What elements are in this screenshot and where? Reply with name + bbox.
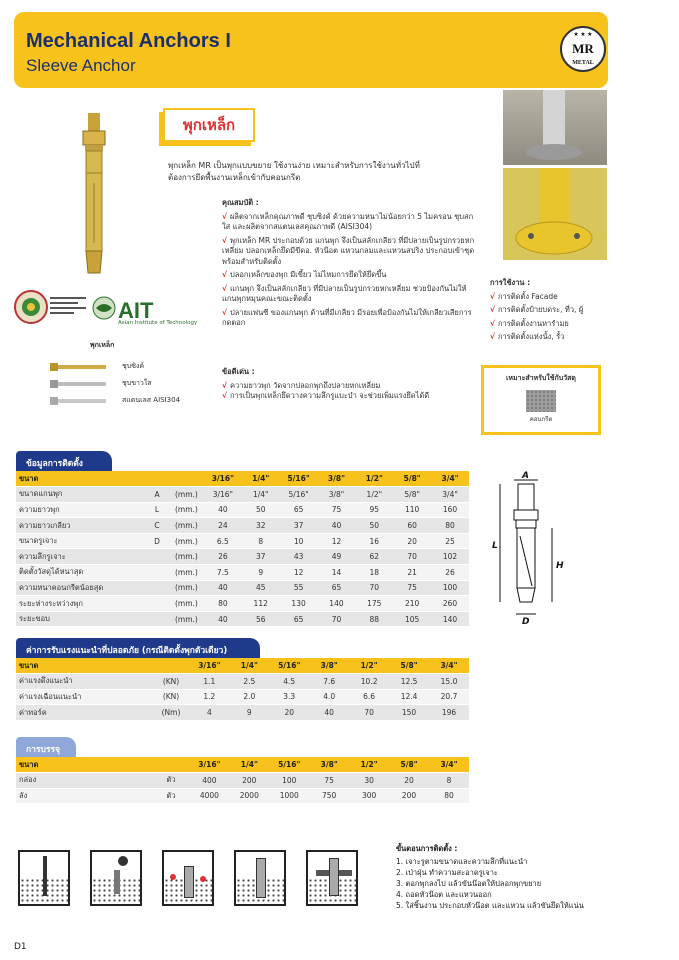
- table-row: ขนาดรูเจาะ D (mm.) 6.5 8 10 12 16 20 25: [16, 533, 469, 549]
- check-icon: √: [490, 332, 496, 341]
- finish-item-clear: ชุบขาวใส: [50, 378, 220, 389]
- clear-anchor-icon: [50, 379, 110, 389]
- table-row: ระยะขอบ (mm.) 40 56 65 70 88 105 140: [16, 611, 469, 627]
- stainless-anchor-icon: [50, 396, 110, 406]
- advantages-heading: ข้อดีเด่น :: [222, 367, 255, 376]
- finish-legend-heading: พุกเหล็ก: [90, 341, 115, 349]
- table-row: ความหนาคอนกรีตน้อยสุด (mm.) 40 45 55 65 70 75 100: [16, 580, 469, 596]
- feature-item: √ ปลอกเหล็กของพุก มีเขี้ยว ไม่ไหมการยึดให้ยึดขึ้น: [222, 270, 387, 279]
- check-icon: √: [490, 291, 496, 301]
- label-h: H: [556, 561, 564, 571]
- check-icon: √: [222, 270, 228, 279]
- step-item: 2. เป่าฝุ่น ทำความสะอาดรูเจาะ: [396, 868, 498, 877]
- installation-photo-bottom: [503, 168, 607, 260]
- install-data-table: [16, 471, 469, 627]
- feature-item: √ พุกเหล็ก MR ประกอบด้วย แกนพุก จึงเป็นสลักเกลียว ที่มีปลายเป็นรูปกรวยหกเหลี่ยม ปลอกเหล็กยึดมีขีดอ. หัวน๊อต แหวนกลมและแหวนสปริง ประกอบเข้าชุด พร้อมสำหรับติดตั้ง: [222, 235, 475, 266]
- steps-heading: ขั้นตอนการติดตั้ง :: [396, 844, 458, 853]
- step-item: 5. ใส่ชิ้นงาน ประกอบหัวน๊อต และแหวน แล้วขันยึดให้แน่น: [396, 901, 584, 910]
- features-heading: คุณสมบัติ :: [222, 198, 259, 207]
- pole-base-drawing: [503, 90, 607, 165]
- header-banner: [14, 12, 608, 88]
- advantages-block: [222, 367, 480, 402]
- suitable-material: คอนกรีต: [529, 416, 553, 423]
- use-item: √ การติดตั้ง Facade: [490, 291, 558, 301]
- description-line-1: พุกเหล็ก MR เป็นพุกแบบขยาย ใช้งานง่าย เหมาะสำหรับการใช้งานทั่วไปที่: [168, 161, 420, 170]
- table-header-row: ขนาด 3/16" 1/4" 5/16" 3/8" 1/2" 5/8" 3/4": [16, 757, 469, 773]
- check-icon: √: [222, 235, 228, 245]
- step-4-remove-nut-icon: [234, 850, 286, 906]
- load-data-heading: ค่าการรับแรงแนะนำที่ปลอดภัย (กรณีติดตั้งพุกตัวเดียว): [16, 638, 260, 658]
- step-item: 3. ตอกพุกลงไป แล้วขันน๊อตให้ปลอกพุกขยาย: [396, 879, 542, 888]
- step-1-drill-icon: [18, 850, 70, 906]
- step-item: 1. เจาะรูตามขนาดและความลึกที่แนะนำ: [396, 857, 528, 866]
- page-title: Mechanical Anchors I: [26, 30, 231, 52]
- page-subtitle: Sleeve Anchor: [26, 56, 136, 75]
- product-name-label: พุกเหล็ก: [163, 108, 255, 142]
- use-item: √ การติดตั้งป้ายบดระ, ที่ว, ผู้: [490, 305, 584, 314]
- step-3-insert-icon: [162, 850, 214, 906]
- sleeve-anchor-image: [74, 113, 114, 275]
- feature-item: √ ผลิตจากเหล็กคุณภาพดี ชุบซิงค์ ด้วยความหนาไม่น้อยกว่า 5 ไมครอน ชุบสกใส และผลิตจากสแตนเลสคุณภาพดี (AISI304): [222, 211, 474, 231]
- check-icon: √: [490, 305, 496, 314]
- installation-steps: [396, 843, 584, 911]
- ait-logo-subtext: Asian Institute of Technology: [118, 320, 198, 326]
- check-icon: √: [222, 391, 228, 400]
- finish-item-stainless: สแตนเลส AISI304: [50, 395, 220, 406]
- load-data-table: [16, 658, 469, 721]
- table-row: ค่าแรงดึงแนะนำ (KN) 1.1 2.5 4.5 7.6 10.2 12.5 15.0: [16, 674, 469, 690]
- product-description: [168, 160, 488, 184]
- zinc-anchor-icon: [50, 362, 110, 372]
- table-row: ติดตั้งวัสดุได้หนาสุด (mm.) 7.5 9 12 14 18 21 26: [16, 565, 469, 581]
- yellow-post-drawing: [503, 168, 607, 260]
- table-row: ความยาวพุก L (mm.) 40 50 65 75 95 110 160: [16, 502, 469, 518]
- use-item: √ การติดตั้งงานหารำมย: [490, 318, 569, 328]
- check-icon: √: [222, 307, 228, 317]
- packing-heading: การบรรจุ: [16, 737, 76, 757]
- check-icon: √: [222, 380, 228, 390]
- table-row: ความลึกรูเจาะ (mm.) 26 37 43 49 62 70 102: [16, 549, 469, 565]
- ait-globe-icon: [92, 296, 116, 320]
- label-d: D: [522, 617, 530, 626]
- installation-photo-top: [503, 90, 607, 165]
- suitable-heading: เหมาะสำหรับใช้กับวัสดุ: [506, 374, 576, 382]
- finish-legend: [50, 340, 220, 406]
- anchor-dimension-diagram: [490, 466, 580, 626]
- logo-metal-text: METAL: [572, 60, 594, 66]
- concrete-swatch: [526, 390, 556, 412]
- feature-item: √ แกนพุก จึงเป็นสลักเกลียว ที่มีปลายเป็นรูปกรวยหกเหลี่ยม ช่วยป้องกันไม่ให้แกนพุกหมุนคณะขณะติดตั้ง: [222, 283, 467, 303]
- table-row: ระยะห่างระหว่างพุก (mm.) 80 112 130 140 175 210 260: [16, 596, 469, 612]
- table-row: กล่อง ตัว 400 200 100 75 30 20 8: [16, 773, 469, 789]
- mr-metal-logo: [560, 26, 606, 72]
- table-row: ความยาวเกลียว C (mm.) 24 32 37 40 50 60 80: [16, 518, 469, 534]
- feature-item: √ ปลายแฟนซี ของแกนพุก ด้านที่มีเกลียว มีรอยเพื่อป้องกันไม่ให้เกลียวเสียการกดตอก: [222, 307, 472, 327]
- advantage-item: √ ความยาวพุก วัดจากปลอกพุกถึงปลายหกเหลี่ยม: [222, 380, 381, 390]
- packing-table: [16, 757, 469, 804]
- certification-text-lines: [50, 294, 86, 317]
- logo-mr-text: MR: [572, 41, 594, 56]
- ait-logo-text: AIT: [118, 298, 154, 323]
- label-a: A: [522, 471, 529, 481]
- step-5-fasten-icon: [306, 850, 358, 906]
- use-item: √ การติดตั้งแห่งนั้ง, รั้ว: [490, 332, 565, 341]
- page-number: D1: [14, 942, 27, 952]
- description-line-2: ต้องการยึดพื้นงานเหล็กเข้ากับคอนกรีต: [168, 173, 301, 182]
- table-row: ขนาดแกนพุก A (mm.) 3/16" 1/4" 5/16" 3/8" 1/2" 5/8" 3/4": [16, 487, 469, 503]
- features-block: [222, 198, 480, 329]
- uses-block: [490, 278, 610, 343]
- suitable-material-box: [481, 365, 601, 435]
- advantage-item: √ การเป็นพุกเหล็กยึดวางความลึกรูแบะบำ จะช่วยเพิ่มแรงยึดได้ดี: [222, 391, 430, 400]
- step-item: 4. ถอดหัวน๊อต และแหวนออก: [396, 890, 492, 899]
- logo-stars: ★ ★ ★: [573, 32, 593, 38]
- finish-item-zinc: ชุบซิงค์: [50, 361, 220, 372]
- check-icon: √: [490, 318, 496, 328]
- install-data-heading: ข้อมูลการติดตั้ง: [16, 451, 112, 471]
- table-header-row: ขนาด 3/16" 1/4" 5/16" 3/8" 1/2" 5/8" 3/4": [16, 471, 469, 487]
- check-icon: √: [222, 211, 228, 221]
- uses-heading: การใช้งาน :: [490, 278, 531, 287]
- step-2-blow-icon: [90, 850, 142, 906]
- certification-seal-icon: [14, 290, 48, 324]
- table-header-row: ขนาด 3/16" 1/4" 5/16" 3/8" 1/2" 5/8" 3/4": [16, 658, 469, 674]
- label-l: L: [492, 541, 498, 551]
- check-icon: √: [222, 283, 228, 293]
- table-row: ค่าแรงเฉือนแนะนำ (KN) 1.2 2.0 3.3 4.0 6.6 12.4 20.7: [16, 689, 469, 705]
- table-row: ค่าทอร์ค (Nm) 4 9 20 40 70 150 196: [16, 705, 469, 721]
- table-row: ลัง ตัว 4000 2000 1000 750 300 200 80: [16, 788, 469, 804]
